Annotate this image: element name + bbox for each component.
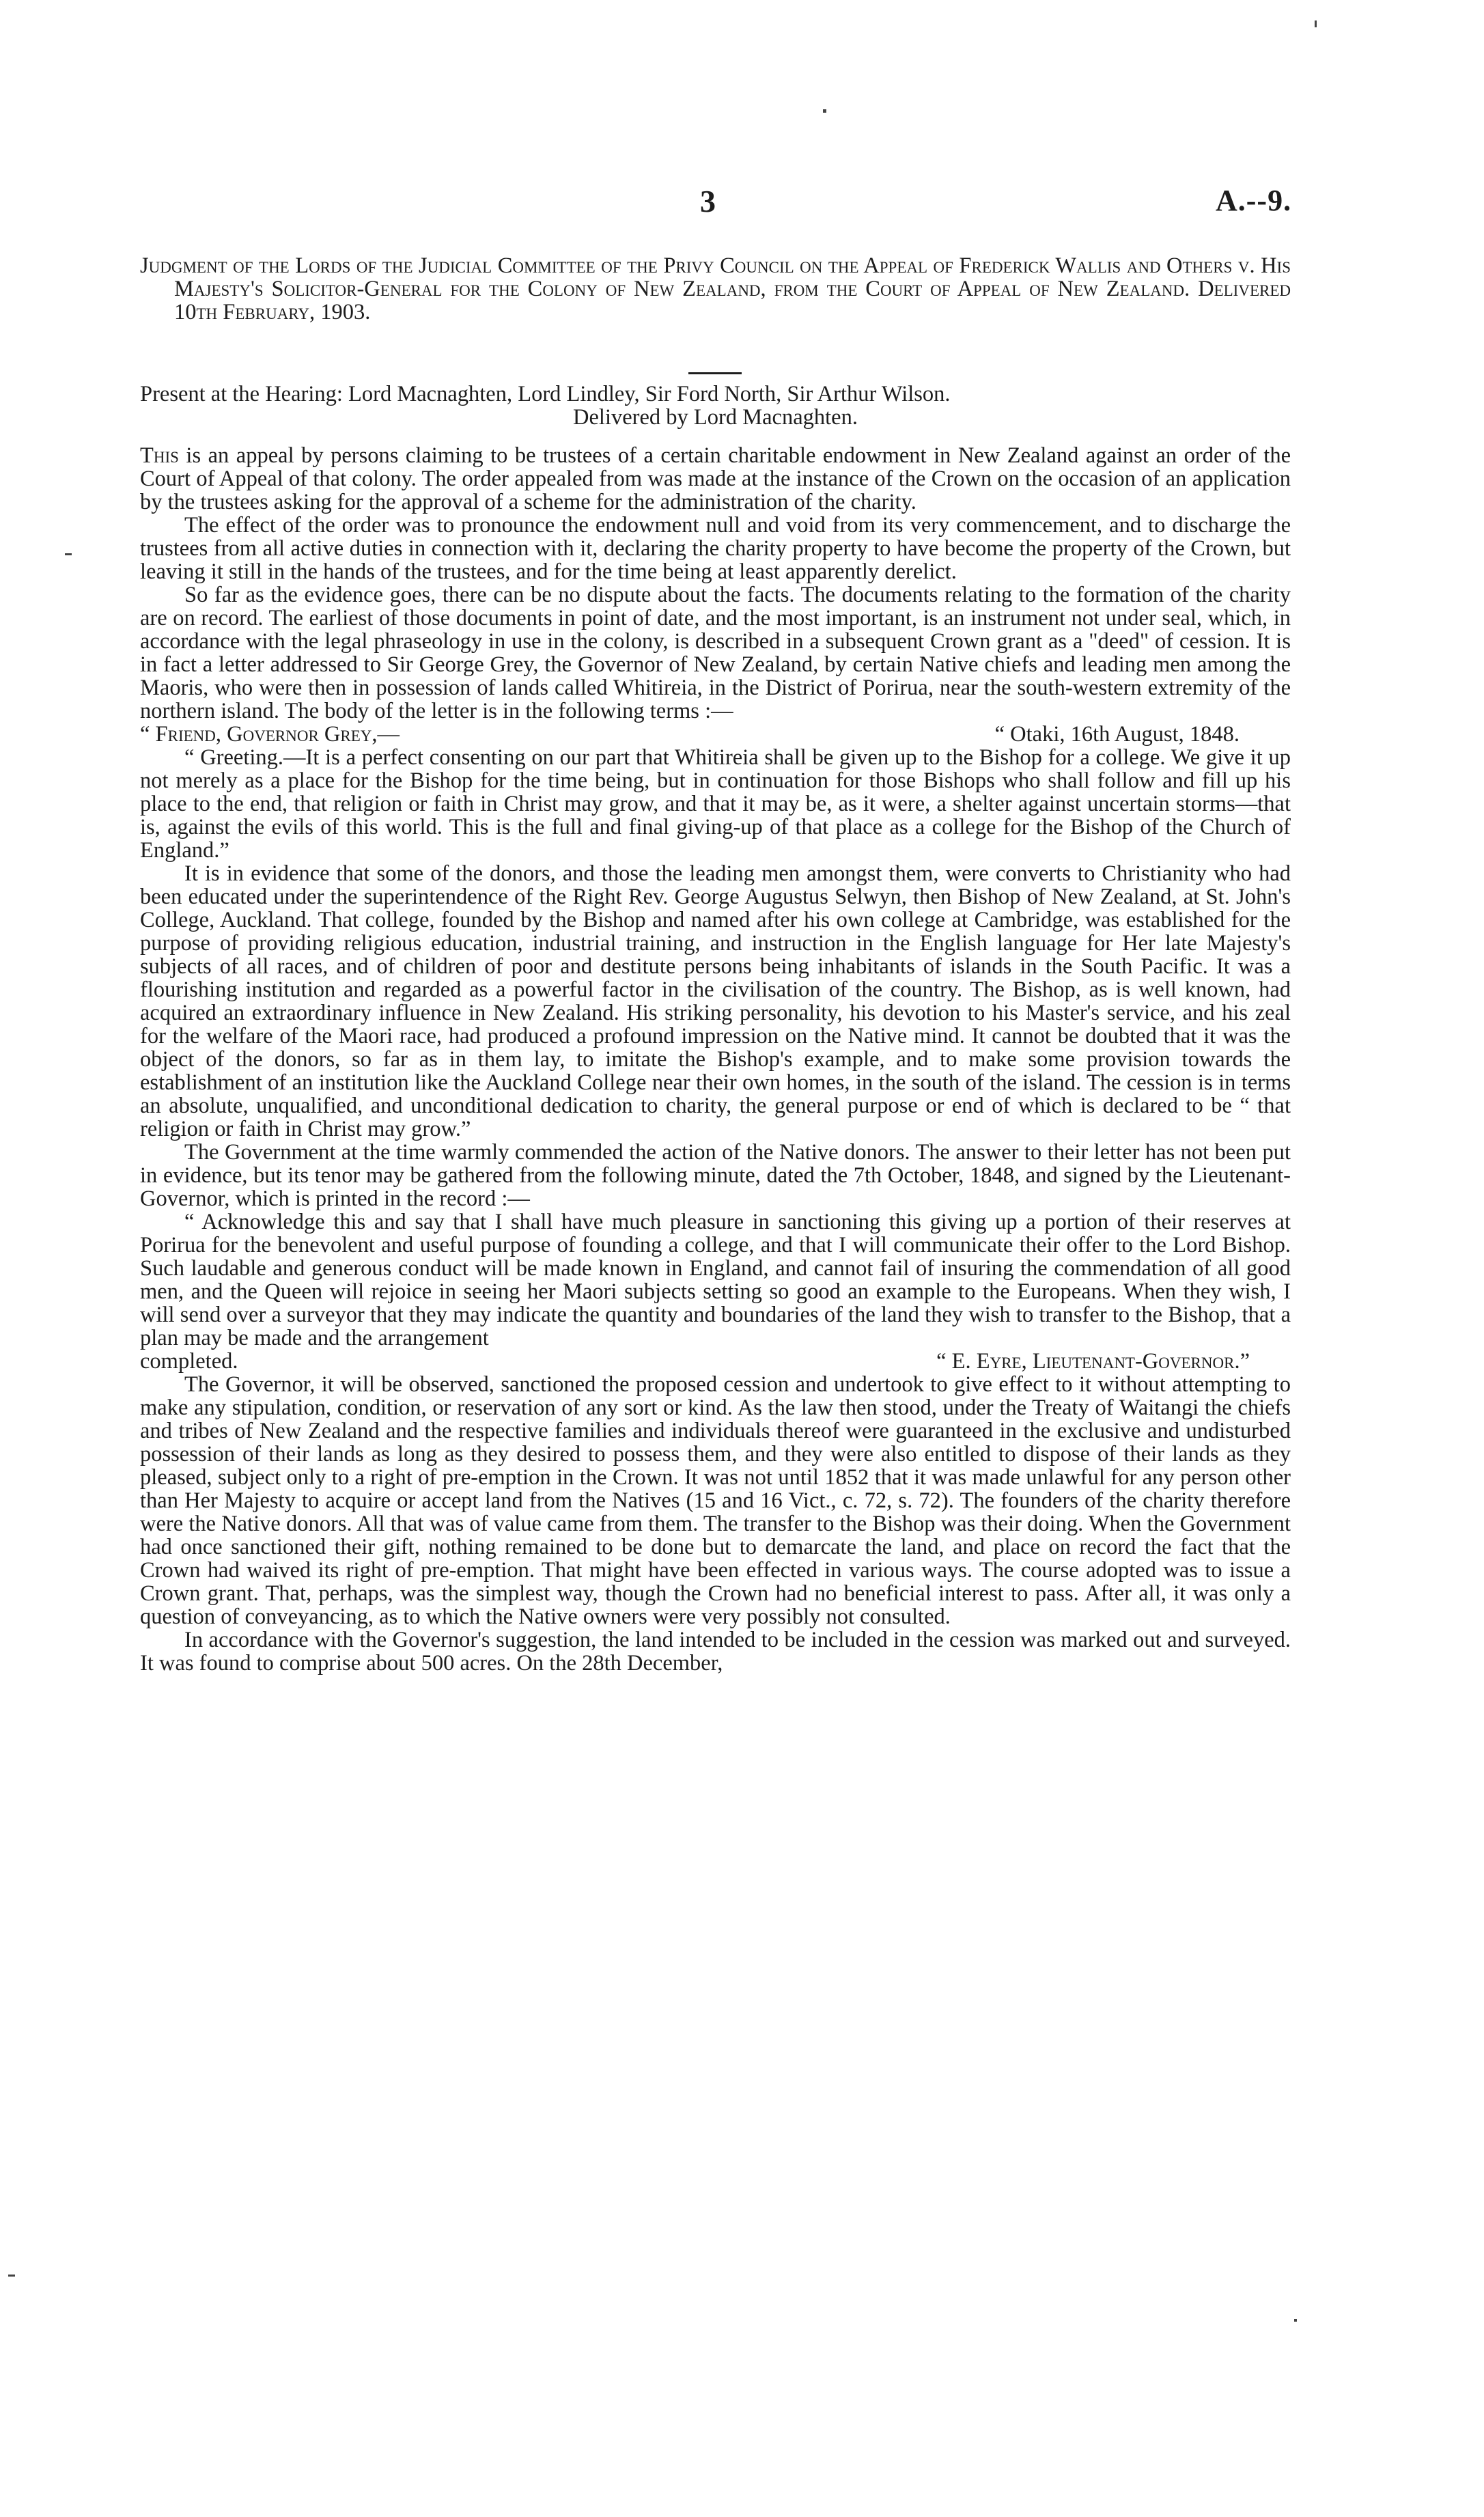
paragraph-7: In accordance with the Governor's suggestion, the land intended to be included in the cession was marked out and surveyed. It was found to comprise about 500 acres. On the 28th December,: [140, 1628, 1291, 1675]
paragraph-1-text: is an appeal by persons claiming to be trustees of a certain charitable endowment in New Zealand against an order of the Court of Appeal of that colony. The order appealed from was made at the instance of the Crown on the occasion of an application by the trustees asking for the approval of a scheme for the administration of the charity.: [140, 443, 1291, 514]
letter-body: “ Greeting.—It is a perfect consenting on our part that Whitireia shall be given up to the Bishop for a college. We give it up not merely as a place for the Bishop for the time being, but in continuation for those Bishops who shall follow and fill up his place to the end, that religion or faith in Christ may grow, and that it may be, as it were, a shelter against uncertain storms—that is, against the evils of this world. This is the full and final giving-up of that place as a college for the Bishop of the Church of England.”: [140, 745, 1291, 863]
judgment-title-text: Judgment of the Lords of the Judicial Committee of the Privy Council on the Appeal of Frederick Wallis and Others v. His Majesty's Solicitor-General for the Colony of New Zealand, from the Court of Appeal of New Zealand. Delivered 10th February, 1903.: [140, 253, 1291, 324]
scan-speck: [65, 553, 72, 555]
delivered-by: Delivered by Lord Macnaghten.: [573, 405, 858, 430]
paragraph-1-lead: This: [140, 443, 179, 468]
paragraph-2: The effect of the order was to pronounce the endowment null and void from its very commencement, and to discharge the trustees from all active duties in connection with it, declaring the charity property to have become the property of the Crown, but leaving it still in the hands of the trustees, and for the time being at least apparently derelict.: [140, 513, 1291, 584]
letter-salutation: “ Friend, Governor Grey,—: [140, 722, 400, 747]
minute-quote: “ Acknowledge this and say that I shall have much pleasure in sanctioning this giving up a portion of their reserves at Porirua for the benevolent and useful purpose of founding a college, and that I will communicate their offer to the Lord Bishop. Such laudable and generous conduct will be made known in England, and cannot fail of insuring the commendation of all good men, and the Queen will rejoice in seeing her Maori subjects setting so good an example to the Europeans. When they wish, I will send over a surveyor that they may indicate the quantity and boundaries of the land they wish to transfer to the Bishop, that a plan may be made and the arrangement: [140, 1210, 1291, 1350]
scan-speck: [823, 109, 826, 113]
judgment-body: [140, 444, 1291, 1675]
paragraph-1: [140, 444, 1291, 514]
paragraph-3: So far as the evidence goes, there can be no dispute about the facts. The documents relating to the formation of the charity are on record. The earliest of those documents in point of date, and the most important, is an instrument not under seal, which, in accordance with the legal phraseology in use in the colony, is described in a subsequent Crown grant as a "deed" of cession. It is in fact a letter addressed to Sir George Grey, the Governor of New Zealand, by certain Native chiefs and leading men among the Maoris, who were then in possession of lands called Whitireia, in the District of Porirua, near the south-western extremity of the northern island. The body of the letter is in the following terms :—: [140, 583, 1291, 723]
document-reference: A.--9.: [1216, 184, 1292, 217]
present-at-hearing: Present at the Hearing: Lord Macnaghten, Lord Lindley, Sir Ford North, Sir Arthur Wilson.: [140, 382, 951, 406]
minute-closing: [140, 1350, 1291, 1373]
letter-dateline: “ Otaki, 16th August, 1848.: [994, 722, 1240, 747]
scan-speck: [1294, 2319, 1297, 2322]
paragraph-6: The Governor, it will be observed, sanctioned the proposed cession and undertook to give effect to it without attempting to make any stipulation, condition, or reservation of any sort or kind. As the law then stood, under the Treaty of Waitangi the chiefs and tribes of New Zealand and the respective families and individuals thereof were guaranteed in the exclusive and undisturbed possession of their lands as long as they desired to possess them, and they were also entitled to dispose of their lands as they pleased, subject only to a right of pre-emption in the Crown. It was not until 1852 that it was made unlawful for any person other than Her Majesty to acquire or accept land from the Natives (15 and 16 Vict., c. 72, s. 72). The founders of the charity therefore were the Native donors. All that was of value came from them. The transfer to the Bishop was their doing. When the Government had once sanctioned their gift, nothing remained to be done but to demarcate the land, and place on record the fact that the Crown had waived its right of pre-emption. That might have been effected in various ways. The course adopted was to issue a Crown grant. That, perhaps, was the simplest way, though the Crown had no beneficial interest to pass. After all, it was only a question of conveyancing, as to which the Native owners were very possibly not consulted.: [140, 1372, 1291, 1629]
hearing-panel: [140, 383, 1291, 429]
page-number: 3: [700, 184, 716, 219]
minute-end: completed.: [140, 1349, 238, 1374]
scan-speck: [1315, 20, 1317, 27]
judgment-title: [140, 254, 1291, 324]
minute-signature: “ E. Eyre, Lieutenant-Governor.”: [936, 1349, 1250, 1374]
scan-speck: [8, 2275, 15, 2277]
title-divider: [688, 372, 742, 374]
letter-heading: [140, 723, 1291, 746]
paragraph-4: It is in evidence that some of the donors, and those the leading men amongst them, were converts to Christianity who had been educated under the superintendence of the Right Rev. George Augustus Selwyn, then Bishop of New Zealand, at St. John's College, Auckland. That college, founded by the Bishop and named after his own college at Cambridge, was established for the purpose of providing religious education, industrial training, and instruction in the English language for Her late Majesty's subjects of all races, and of children of poor and destitute persons being inhabitants of islands in the South Pacific. It was a flourishing institution and regarded as a powerful factor in the civilisation of the country. The Bishop, as is well known, had acquired an extraordinary influence in New Zealand. His striking personality, his devotion to his Master's service, and his zeal for the welfare of the Maori race, had produced a profound impression on the Native mind. It cannot be doubted that it was the object of the donors, so far as in them lay, to imitate the Bishop's example, and to make some provision towards the establishment of an institution like the Auckland College near their own homes, in the south of the island. The cession is in terms an absolute, unqualified, and unconditional dedication to charity, the general purpose or end of which is declared to be “ that religion or faith in Christ may grow.”: [140, 861, 1291, 1141]
paragraph-5: The Government at the time warmly commended the action of the Native donors. The answer to their letter has not been put in evidence, but its tenor may be gathered from the following minute, dated the 7th October, 1848, and signed by the Lieutenant-Governor, which is printed in the record :—: [140, 1140, 1291, 1211]
